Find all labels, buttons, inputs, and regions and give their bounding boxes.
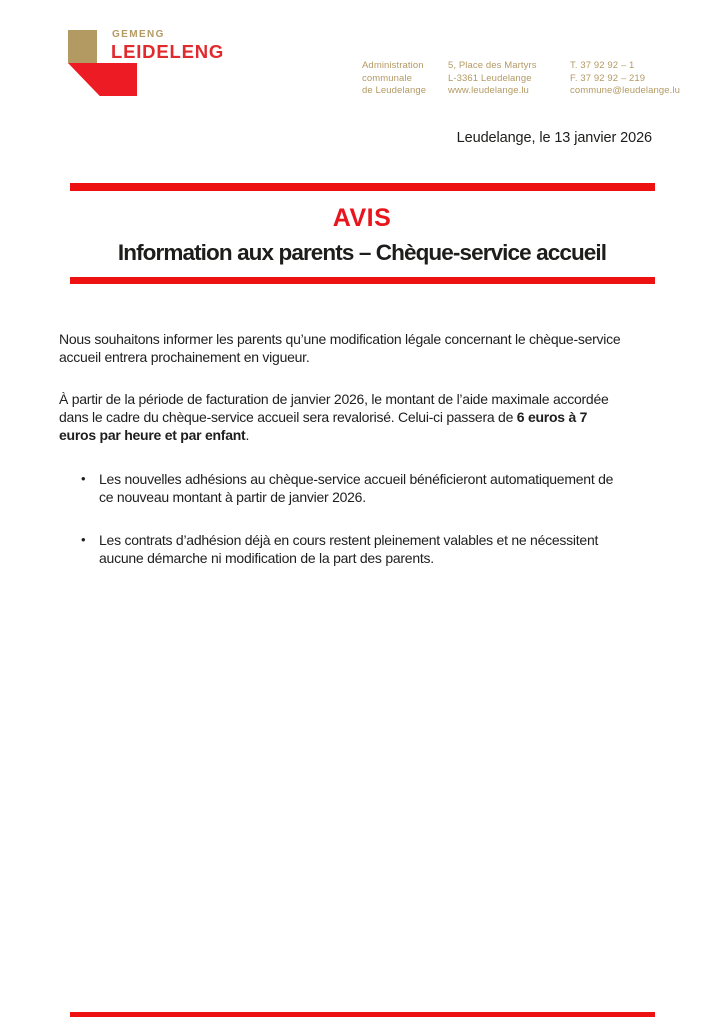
bullet-item-new-adhesions bbox=[81, 470, 613, 506]
contact-line: 5, Place des Martyrs bbox=[448, 60, 537, 71]
notice-title: AVIS bbox=[332, 204, 392, 232]
website-link[interactable]: www.leudelange.lu bbox=[448, 85, 529, 96]
contact-line: L-3361 Leudelange bbox=[448, 72, 532, 84]
logo-gemeng-text: GEMENG bbox=[112, 29, 165, 40]
contact-line: Administration bbox=[362, 60, 424, 71]
bullet-line: Les contrats d’adhésion déjà en cours restent pleinement valables et ne nécessitent bbox=[99, 532, 599, 548]
notice-subtitle: Information aux parents – Chèque-service accueil bbox=[117, 240, 607, 265]
bullet-line: ce nouveau montant à partir de janvier 2026. bbox=[99, 489, 366, 505]
bullet-line: Les nouvelles adhésions au chèque-service accueil bénéficieront automatiquement de bbox=[99, 471, 614, 487]
email-link[interactable]: commune@leudelange.lu bbox=[570, 85, 680, 96]
paragraph-line: À partir de la période de facturation de janvier 2026, le montant de l’aide maximale accordée bbox=[59, 391, 609, 407]
contact-line: communale bbox=[362, 72, 413, 84]
amount-highlight: euros par heure et par enfant bbox=[59, 427, 246, 443]
paragraph-line: Nous souhaitons informer les parents qu’une modification légale concernant le chèque-service bbox=[59, 331, 621, 347]
bullet-icon: • bbox=[81, 532, 86, 547]
contact-line: de Leudelange bbox=[362, 85, 427, 96]
logo-leideleng-text: LEIDELENG bbox=[111, 41, 225, 62]
phone-line: T. 37 92 92 – 1 bbox=[570, 60, 635, 71]
red-rule-footer bbox=[70, 1012, 655, 1017]
bullet-text bbox=[99, 531, 598, 567]
paragraph-segment: dans le cadre du chèque-service accueil sera revalorisé. Celui-ci passera de bbox=[59, 409, 517, 425]
red-rule-mid bbox=[70, 277, 655, 284]
paragraph-line bbox=[59, 426, 609, 444]
bullet-icon: • bbox=[81, 471, 86, 486]
contact-column-administration bbox=[362, 60, 426, 98]
paragraph-line bbox=[59, 408, 609, 426]
bullet-item-existing-contracts bbox=[81, 531, 598, 567]
paragraph-line: accueil entrera prochainement en vigueur. bbox=[59, 349, 310, 365]
date-line: Leudelange, le 13 janvier 2026 bbox=[456, 130, 652, 146]
fax-line: F. 37 92 92 – 219 bbox=[570, 72, 646, 84]
logo-flag-icon bbox=[68, 63, 137, 96]
paragraph-revalorisation bbox=[59, 390, 609, 444]
contact-column-address bbox=[448, 60, 537, 98]
paragraph-intro bbox=[59, 330, 620, 366]
paragraph-segment: . bbox=[245, 427, 250, 443]
red-rule-top bbox=[70, 183, 655, 191]
bullet-line: aucune démarche ni modification de la part des parents. bbox=[99, 550, 434, 566]
contact-column-phone bbox=[570, 60, 680, 98]
logo-square-icon bbox=[68, 30, 97, 63]
bullet-text bbox=[99, 470, 613, 506]
amount-highlight: 6 euros à 7 bbox=[516, 409, 588, 425]
